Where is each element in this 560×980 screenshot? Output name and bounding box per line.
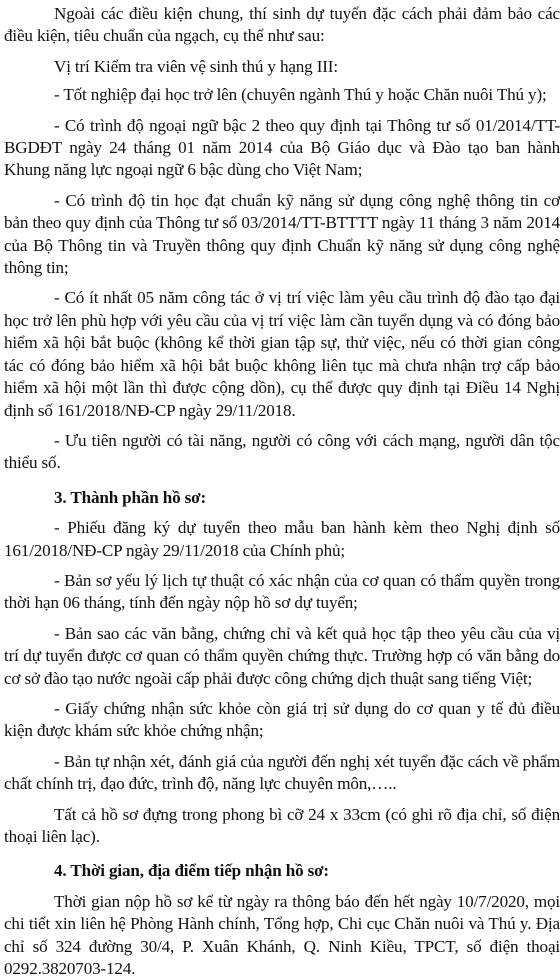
document-review: - Bản tự nhận xét, đánh giá của người đến nghị xét tuyển đặc cách về phẩm chất chính trị, đạo đức, trình độ, năng lực chuyên môn,….. — [4, 751, 560, 794]
position-title: Vị trí Kiểm tra viên vệ sinh thú y hạng III: — [54, 56, 338, 76]
document-envelope: Tất cả hồ sơ đựng trong phong bì cỡ 24 x 33cm (có ghi rõ địa chỉ, số điện thoại liên lạc). — [4, 804, 560, 846]
requirement-experience: - Có ít nhất 05 năm công tác ở vị trí việc làm yêu cầu trình độ đào tạo đại học trở lên phù hợp với yêu cầu của vị trí việc làm cần tuyển dụng và có đóng bảo hiểm xã hội bắt buộc (không kể thời gian tập sự, thử việc, nếu có thời gian công tác có đóng bảo hiểm xã hội bắt buộc không liên tục mà chưa nhận trợ cấp bảo hiểm xã hội một lần thì được cộng dồn), cụ thể được quy định tại Điều 14 Nghị định số 161/2018/NĐ-CP ngày 29/11/2018. — [4, 288, 560, 420]
requirement-degree: - Tốt nghiệp đại học trở lên (chuyên ngành Thú y hoặc Chăn nuôi Thú y); — [54, 85, 547, 105]
submission-details: Thời gian nộp hồ sơ kể từ ngày ra thông báo đến hết ngày 10/7/2020, mọi chi tiết xin liên hệ Phòng Hành chính, Tổng hợp, Chi cục Chăn nuôi và Thú y. Địa chỉ số 324 đường 30/4, P. Xuân Khánh, Q. Ninh Kiều, TPCT, số điện thoại 0292.3820703-124. — [4, 891, 560, 979]
section-3-heading: 3. Thành phần hồ sơ: — [54, 487, 207, 507]
requirement-priority: - Ưu tiên người có tài năng, người có công với cách mạng, người dân tộc thiểu số. — [4, 430, 560, 473]
document-diplomas: - Bản sao các văn bằng, chứng chỉ và kết quả học tập theo yêu cầu của vị trí dự tuyển được cơ quan có thẩm quyền chứng thực. Trường hợp có văn bằng do cơ sở đào tạo nước ngoài cấp phải được công chứng dịch thuật sang tiếng Việt; — [4, 623, 560, 688]
document-form: - Phiếu đăng ký dự tuyển theo mẫu ban hành kèm theo Nghị định số 161/2018/NĐ-CP ngày 29/11/2018 của Chính phủ; — [4, 518, 560, 560]
requirement-language: - Có trình độ ngoại ngữ bậc 2 theo quy định tại Thông tư số 01/2014/TT-BGDĐT ngày 24 tháng 01 năm 2014 của Bộ Giáo dục và Đào tạo ban hành Khung năng lực ngoại ngữ 6 bậc dùng cho Việt Nam; — [4, 115, 560, 180]
document-cv: - Bản sơ yếu lý lịch tự thuật có xác nhận của cơ quan có thẩm quyền trong thời hạn 06 tháng, tính đến ngày nộp hồ sơ dự tuyển; — [4, 570, 560, 613]
intro-paragraph: Ngoài các điều kiện chung, thí sinh dự tuyển đặc cách phải đảm bảo các điều kiện, tiêu chuẩn của ngạch, cụ thể như sau: — [4, 4, 560, 46]
requirement-it: - Có trình độ tin học đạt chuẩn kỹ năng sử dụng công nghệ thông tin cơ bản theo quy định của Thông tư số 03/2014/TT-BTTTT ngày 11 tháng 3 năm 2014 của Bộ Thông tin và Truyền thông quy định Chuẩn kỹ năng sử dụng công nghệ thông tin; — [4, 190, 560, 278]
document-health: - Giấy chứng nhận sức khỏe còn giá trị sử dụng do cơ quan y tế đủ điều kiện được khám sức khỏe chứng nhận; — [4, 698, 560, 741]
section-4-heading: 4. Thời gian, địa điểm tiếp nhận hồ sơ: — [54, 861, 329, 881]
